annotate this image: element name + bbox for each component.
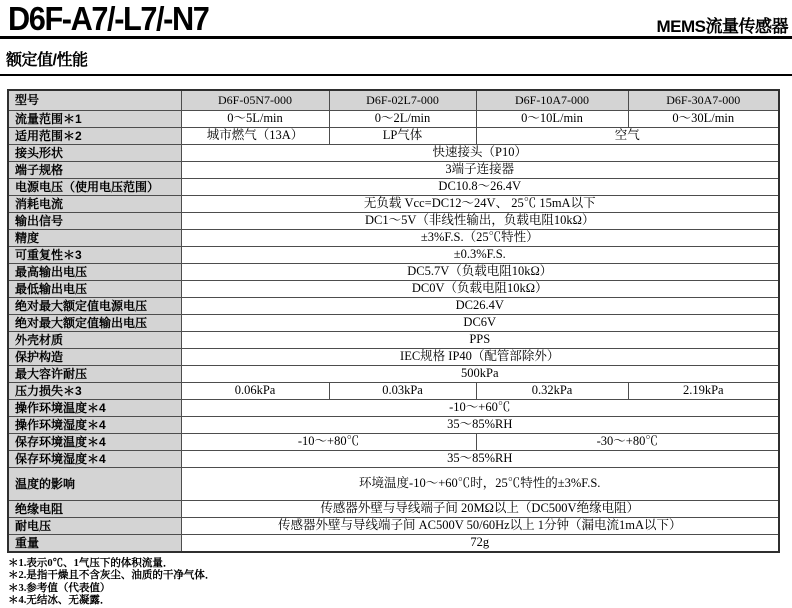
spec-value: 快速接头（P10） bbox=[181, 145, 779, 162]
spec-table-body bbox=[8, 90, 779, 552]
table-row bbox=[8, 111, 779, 128]
table-row bbox=[8, 247, 779, 264]
spec-value: -10～+60℃ bbox=[181, 400, 779, 417]
table-row bbox=[8, 145, 779, 162]
row-label: 输出信号 bbox=[8, 213, 181, 230]
spec-value: 0～10L/min bbox=[476, 111, 628, 128]
table-row bbox=[8, 535, 779, 553]
footnotes bbox=[8, 558, 792, 608]
footnote: ＊4.无结冰、无凝露． bbox=[8, 595, 111, 607]
spec-value: ±0.3%F.S. bbox=[181, 247, 779, 264]
row-label: 温度的影响 bbox=[8, 468, 181, 501]
table-row bbox=[8, 417, 779, 434]
spec-value: DC26.4V bbox=[181, 298, 779, 315]
masthead bbox=[0, 0, 792, 36]
row-label: 操作环境湿度＊4 bbox=[8, 417, 181, 434]
row-label: 保存环境温度＊4 bbox=[8, 434, 181, 451]
spec-value: 2.19kPa bbox=[628, 383, 779, 400]
row-label: 适用范围＊2 bbox=[8, 128, 181, 145]
spec-value: D6F-05N7-000 bbox=[181, 90, 329, 111]
spec-value: DC0V（负载电阻10kΩ） bbox=[181, 281, 779, 298]
row-label: 最高输出电压 bbox=[8, 264, 181, 281]
row-label: 电源电压（使用电压范围） bbox=[8, 179, 181, 196]
spec-value: 35～85%RH bbox=[181, 417, 779, 434]
table-row bbox=[8, 434, 779, 451]
row-label: 消耗电流 bbox=[8, 196, 181, 213]
spec-value: 传感器外壁与导线端子间 20MΩ以上（DC500V绝缘电阻） bbox=[181, 501, 779, 518]
row-label: 端子规格 bbox=[8, 162, 181, 179]
row-label: 最低输出电压 bbox=[8, 281, 181, 298]
row-label: 耐电压 bbox=[8, 518, 181, 535]
row-label: 压力损失＊3 bbox=[8, 383, 181, 400]
table-row bbox=[8, 162, 779, 179]
row-label: 绝对最大额定值输出电压 bbox=[8, 315, 181, 332]
table-row bbox=[8, 298, 779, 315]
table-row bbox=[8, 518, 779, 535]
spec-value: LP气体 bbox=[329, 128, 476, 145]
spec-value: D6F-30A7-000 bbox=[628, 90, 779, 111]
table-row bbox=[8, 349, 779, 366]
spec-value: D6F-02L7-000 bbox=[329, 90, 476, 111]
spec-table bbox=[7, 89, 780, 553]
spec-value: DC6V bbox=[181, 315, 779, 332]
table-row bbox=[8, 179, 779, 196]
row-label: 重量 bbox=[8, 535, 181, 553]
spec-value: PPS bbox=[181, 332, 779, 349]
row-label: 最大容许耐压 bbox=[8, 366, 181, 383]
footnote: ＊3.参考值（代表值） bbox=[8, 582, 111, 594]
spec-value: 0.32kPa bbox=[476, 383, 628, 400]
page-title: D6F-A7/-L7/-N7 bbox=[8, 0, 209, 37]
spec-value: 城市燃气（13A） bbox=[181, 128, 329, 145]
row-label: 精度 bbox=[8, 230, 181, 247]
spec-value: 0～2L/min bbox=[329, 111, 476, 128]
table-row bbox=[8, 366, 779, 383]
spec-value: 0～5L/min bbox=[181, 111, 329, 128]
table-row bbox=[8, 451, 779, 468]
spec-value: -30～+80℃ bbox=[476, 434, 779, 451]
spec-value: D6F-10A7-000 bbox=[476, 90, 628, 111]
footnote: ＊2.是指干燥且不含灰尘、油质的干净气体． bbox=[8, 570, 216, 582]
row-label: 保护构造 bbox=[8, 349, 181, 366]
row-label: 型号 bbox=[8, 90, 181, 111]
footnote: ＊1.表示0℃、1气压下的体积流量． bbox=[8, 558, 174, 569]
table-row bbox=[8, 383, 779, 400]
spec-value: DC10.8～26.4V bbox=[181, 179, 779, 196]
spec-value: 35～85%RH bbox=[181, 451, 779, 468]
row-label: 绝缘电阻 bbox=[8, 501, 181, 518]
section-title: 额定值/性能 bbox=[6, 52, 88, 69]
row-label: 可重复性＊3 bbox=[8, 247, 181, 264]
table-row bbox=[8, 196, 779, 213]
row-label: 接头形状 bbox=[8, 145, 181, 162]
spec-value: 0.03kPa bbox=[329, 383, 476, 400]
table-row bbox=[8, 281, 779, 298]
table-row bbox=[8, 468, 779, 501]
spec-value: 环境温度-10～+60℃时，25℃特性的±3%F.S. bbox=[181, 468, 779, 501]
spec-value: 无负载 Vcc=DC12～24V、 25℃ 15mA以下 bbox=[181, 196, 779, 213]
table-row bbox=[8, 332, 779, 349]
row-label: 外壳材质 bbox=[8, 332, 181, 349]
product-category-label: MEMS流量传感器 bbox=[656, 17, 788, 36]
table-row bbox=[8, 264, 779, 281]
table-row bbox=[8, 400, 779, 417]
table-row bbox=[8, 213, 779, 230]
row-label: 保存环境湿度＊4 bbox=[8, 451, 181, 468]
row-label: 绝对最大额定值电源电压 bbox=[8, 298, 181, 315]
spec-value: -10～+80℃ bbox=[181, 434, 476, 451]
row-label: 流量范围＊1 bbox=[8, 111, 181, 128]
table-row bbox=[8, 315, 779, 332]
section-rule bbox=[0, 74, 792, 76]
spec-value: 72g bbox=[181, 535, 779, 553]
table-row bbox=[8, 230, 779, 247]
spec-value: 0.06kPa bbox=[181, 383, 329, 400]
spec-value: 3端子连接器 bbox=[181, 162, 779, 179]
spec-value: 传感器外壁与导线端子间 AC500V 50/60Hz以上 1分钟（漏电流1mA以下） bbox=[181, 518, 779, 535]
row-label: 操作环境温度＊4 bbox=[8, 400, 181, 417]
spec-value: DC5.7V（负载电阻10kΩ） bbox=[181, 264, 779, 281]
table-row bbox=[8, 90, 779, 111]
spec-value: IEC规格 IP40（配管部除外） bbox=[181, 349, 779, 366]
spec-value: 空气 bbox=[476, 128, 779, 145]
spec-value: ±3%F.S.（25℃特性） bbox=[181, 230, 779, 247]
table-row bbox=[8, 501, 779, 518]
spec-value: 500kPa bbox=[181, 366, 779, 383]
table-row bbox=[8, 128, 779, 145]
spec-value: DC1～5V（非线性输出，负载电阻10kΩ） bbox=[181, 213, 779, 230]
spec-value: 0～30L/min bbox=[628, 111, 779, 128]
